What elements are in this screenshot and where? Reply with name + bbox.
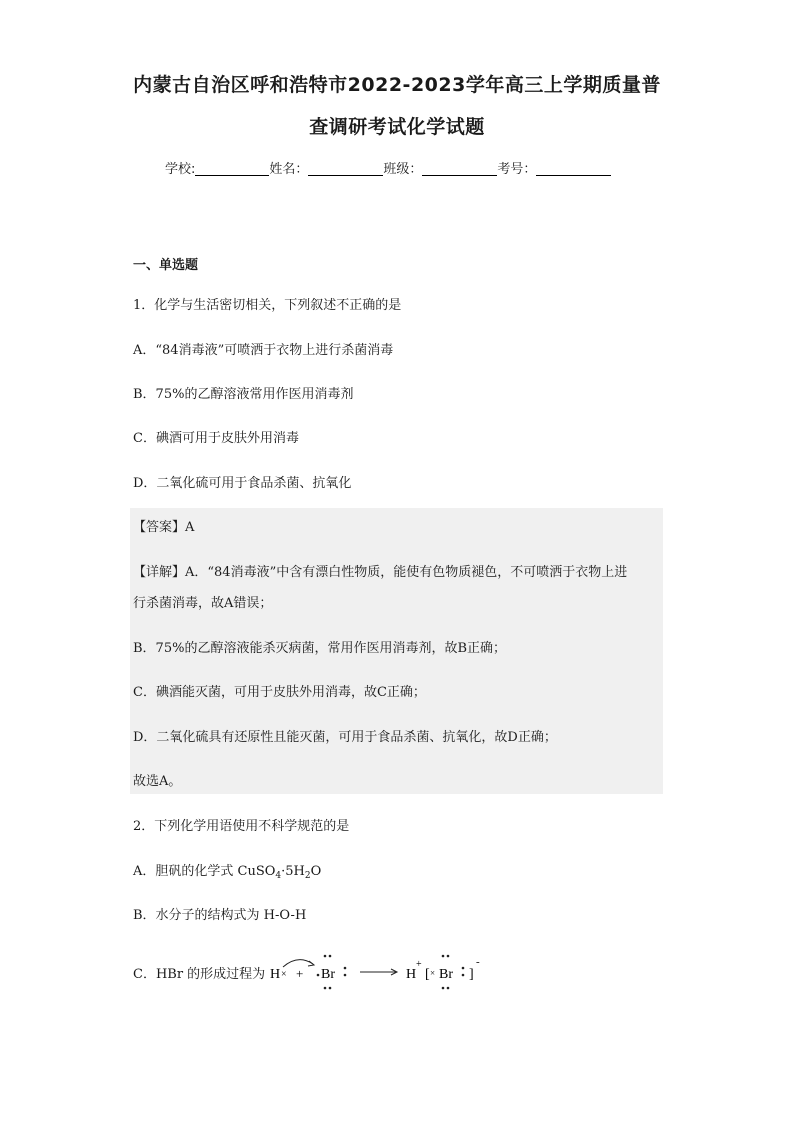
q2-a-sub-4: 4 bbox=[275, 871, 282, 881]
hbr-formation-diagram bbox=[133, 950, 533, 996]
q2-stem: 2．下列化学用语使用不科学规范的是 bbox=[133, 819, 350, 834]
br-atom: Br bbox=[321, 967, 335, 982]
q1-option-d: D．二氧化硫可用于食品杀菌、抗氧化 bbox=[133, 476, 352, 491]
title-line-1: 内蒙古自治区呼和浩特市2022-2023学年高三上学期质量普 bbox=[133, 74, 661, 96]
plus-sign: + bbox=[296, 966, 304, 981]
q2-option-a bbox=[133, 860, 321, 881]
h-electron-x: × bbox=[281, 969, 287, 980]
q1-detail-line-2: 行杀菌消毒，故A错误； bbox=[133, 596, 273, 611]
school-label: 学校: bbox=[165, 162, 196, 177]
br-minus-charge: - bbox=[476, 956, 480, 968]
q1-option-c: C．碘酒可用于皮肤外用消毒 bbox=[133, 431, 299, 446]
q1-option-a: A．“84消毒液”可喷洒于衣物上进行杀菌消毒 bbox=[133, 343, 394, 358]
q1-stem: 1．化学与生活密切相关，下列叙述不正确的是 bbox=[133, 298, 402, 313]
q2-a-text: A．胆矾的化学式 CuSO bbox=[133, 864, 276, 879]
class-label: 班级： bbox=[383, 162, 423, 177]
left-bracket: [ bbox=[425, 967, 430, 982]
school-blank bbox=[195, 161, 269, 176]
h-plus-charge: + bbox=[416, 959, 422, 970]
transferred-electron: × bbox=[430, 968, 436, 978]
q2-a-mid: ·5H bbox=[281, 864, 305, 879]
q1-detail-b: B．75%的乙醇溶液能杀灭病菌，常用作医用消毒剂，故B正确； bbox=[133, 641, 507, 656]
br-ion: Br bbox=[439, 967, 453, 982]
exam-no-label: 考号： bbox=[497, 162, 537, 177]
q1-option-b: B．75%的乙醇溶液常用作医用消毒剂 bbox=[133, 387, 354, 402]
q2-option-c bbox=[133, 950, 533, 996]
h-ion: H bbox=[406, 967, 417, 982]
name-label: 姓名： bbox=[269, 162, 309, 177]
title-line-2: 查调研考试化学试题 bbox=[309, 116, 485, 138]
q1-answer: 【答案】A bbox=[133, 520, 195, 535]
q1-detail-d: D．二氧化硫具有还原性且能灭菌，可用于食品杀菌、抗氧化，故D正确； bbox=[133, 730, 557, 745]
h-atom: H bbox=[270, 967, 281, 982]
q2-a-end: O bbox=[310, 864, 322, 879]
q1-conclusion: 故选A。 bbox=[133, 774, 182, 789]
class-blank bbox=[422, 161, 497, 176]
q2-a-sub-2: 2 bbox=[304, 871, 311, 881]
q1-detail-line-1: 【详解】A．“84消毒液”中含有漂白性物质，能使有色物质褪色，不可喷洒于衣物上进 bbox=[133, 565, 628, 580]
q1-detail-c: C．碘酒能灭菌，可用于皮肤外用消毒，故C正确； bbox=[133, 685, 426, 700]
right-bracket: ] bbox=[469, 967, 474, 982]
q2-option-b: B．水分子的结构式为 H-O-H bbox=[133, 908, 307, 923]
student-info-line bbox=[165, 158, 611, 177]
exam-no-blank bbox=[536, 161, 611, 176]
section-title: 一、单选题 bbox=[133, 258, 199, 273]
q2-c-text: C．HBr 的形成过程为 bbox=[133, 967, 266, 982]
name-blank bbox=[308, 161, 383, 176]
